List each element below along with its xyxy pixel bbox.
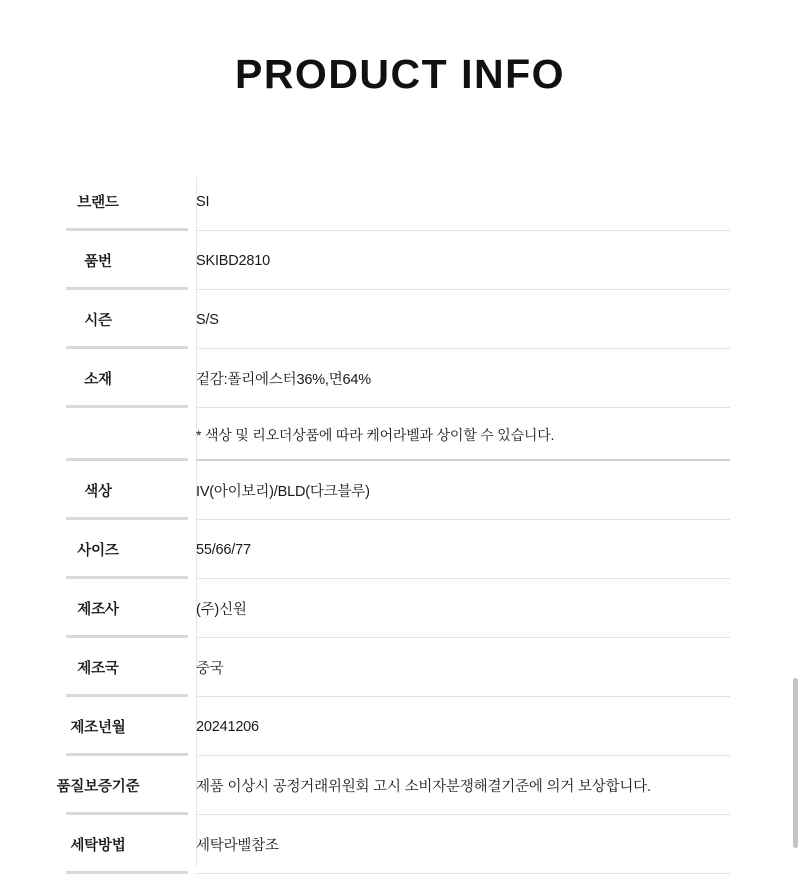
spec-value-cell: [196, 815, 800, 874]
spec-label: 브랜드: [77, 195, 119, 211]
spec-label-cell: [0, 172, 196, 231]
spec-label: 제조사: [77, 602, 119, 618]
spec-value: SKIBD2810: [196, 252, 270, 269]
spec-label-cell: [0, 579, 196, 638]
spec-label-cell: [0, 461, 196, 520]
spec-label: 색상: [84, 484, 112, 500]
spec-value: 제품 이상시 공정거래위원회 고시 소비자분쟁해결기준에 의거 보상합니다.: [196, 779, 651, 795]
spec-value-cell: [196, 638, 800, 697]
table-row: [0, 172, 800, 231]
spec-note-cell: [196, 408, 800, 461]
spec-label-cell: [0, 290, 196, 349]
table-row: [0, 231, 800, 290]
table-row: [0, 815, 800, 874]
page-scrollbar-thumb[interactable]: [793, 678, 798, 848]
spec-value-cell: [196, 756, 800, 815]
spec-value: 중국: [196, 661, 224, 677]
table-row: [0, 349, 800, 408]
spec-label: 품질보증기준: [56, 779, 140, 795]
spec-note: * 색상 및 리오더상품에 따라 케어라벨과 상이할 수 있습니다.: [196, 426, 555, 443]
spec-label: 제조년월: [70, 720, 126, 736]
spec-value-cell: [196, 697, 800, 756]
spec-label: 품번: [84, 254, 112, 270]
table-row-note: [0, 408, 800, 461]
spec-label: 제조국: [77, 661, 119, 677]
spec-value: (주)신원: [196, 602, 247, 618]
spec-label-cell: [0, 638, 196, 697]
page-title: PRODUCT INFO: [234, 51, 566, 97]
spec-value-cell: [196, 579, 800, 638]
spec-label-cell: [0, 815, 196, 874]
spec-label-cell: [0, 520, 196, 579]
table-row: [0, 290, 800, 349]
table-row: [0, 638, 800, 697]
table-row: [0, 520, 800, 579]
spec-value: 20241206: [196, 718, 259, 735]
table-row: [0, 756, 800, 815]
spec-label: 사이즈: [77, 543, 119, 559]
spec-label-cell: [0, 756, 196, 815]
spec-label: 세탁방법: [70, 838, 126, 854]
spec-value: 겉감:폴리에스터36%,면64%: [196, 372, 371, 388]
spec-label: 소재: [84, 372, 112, 388]
spec-value-cell: [196, 461, 800, 520]
spec-value: SI: [196, 193, 210, 210]
product-spec-table: [0, 172, 800, 874]
spec-value-cell: [196, 290, 800, 349]
spec-value: S/S: [196, 311, 219, 328]
spec-label-cell: [0, 697, 196, 756]
spec-value: 세탁라벨참조: [196, 838, 279, 854]
spec-label-cell: [0, 349, 196, 408]
table-row: [0, 461, 800, 520]
table-row: [0, 697, 800, 756]
spec-value-cell: [196, 231, 800, 290]
spec-label-cell: [0, 408, 196, 461]
spec-value-cell: [196, 172, 800, 231]
spec-value: 55/66/77: [196, 541, 251, 558]
spec-value: IV(아이보리)/BLD(다크블루): [196, 484, 370, 500]
spec-label-cell: [0, 231, 196, 290]
spec-value-cell: [196, 520, 800, 579]
spec-value-cell: [196, 349, 800, 408]
table-row: [0, 579, 800, 638]
spec-label: 시즌: [84, 313, 112, 329]
